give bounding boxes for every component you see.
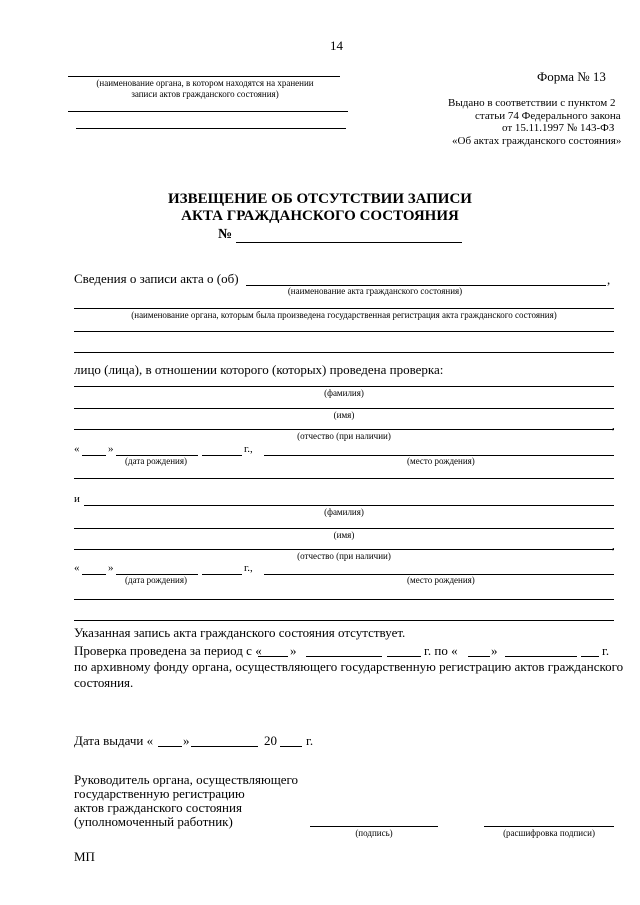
number-sign: № <box>218 227 233 242</box>
person2-date-open: « <box>74 562 80 574</box>
record-info-label: Сведения о записи акта о (об) <box>74 271 239 286</box>
person2-birth-place-caption: (место рождения) <box>407 575 475 585</box>
check-to-day-field[interactable] <box>468 656 490 657</box>
signature-caption: (подпись) <box>355 828 393 838</box>
form-number: Форма № 13 <box>537 69 606 84</box>
person1-year-suffix: г., <box>244 443 253 455</box>
person1-birth-place-line-2[interactable] <box>74 478 614 479</box>
issued-line-1: Выдано в соответствии с пунктом 2 <box>448 97 616 109</box>
check-period-year-g: г. <box>602 643 610 658</box>
notice-number-field[interactable] <box>236 242 462 243</box>
document-title-2: АКТА ГРАЖДАНСКОГО СОСТОЯНИЯ <box>181 208 459 224</box>
person1-date-close: » <box>108 443 114 455</box>
absent-statement: Указанная запись акта гражданского состояния отсутствует. <box>74 625 406 640</box>
check-from-month-field[interactable] <box>306 656 382 657</box>
check-period-line-3: состояния. <box>74 675 134 690</box>
person2-year-field[interactable] <box>202 574 242 575</box>
check-period-close-2: » <box>491 643 498 658</box>
issue-date-g: г. <box>306 733 314 748</box>
person2-name-caption: (имя) <box>333 530 355 540</box>
person2-surname-field[interactable] <box>84 505 614 506</box>
issued-line-3: от 15.11.1997 № 143-ФЗ <box>502 122 615 134</box>
head-line-1: Руководитель органа, осуществляющего <box>74 772 298 787</box>
head-line-3: актов гражданского состояния <box>74 800 242 815</box>
issue-month-field[interactable] <box>191 746 258 747</box>
issue-year-prefix: 20 <box>264 733 277 748</box>
org-storage-line-2[interactable] <box>68 111 348 112</box>
person1-surname-caption: (фамилия) <box>324 388 364 398</box>
person1-name-field[interactable] <box>74 408 614 409</box>
org-storage-caption-2: записи актов гражданского состояния) <box>131 89 279 99</box>
person1-comma: , <box>612 420 615 432</box>
signature-decode-field[interactable] <box>484 826 614 827</box>
head-line-2: государственную регистрацию <box>74 786 245 801</box>
act-name-caption: (наименование акта гражданского состояния) <box>287 286 463 296</box>
check-from-year-field[interactable] <box>387 656 421 657</box>
person2-surname-caption: (фамилия) <box>324 507 364 517</box>
act-name-comma: , <box>607 272 611 287</box>
check-period-to-label: г. по « <box>424 643 458 658</box>
org-storage-line-3[interactable] <box>76 128 346 129</box>
signature-field[interactable] <box>310 826 438 827</box>
signature-decode-caption: (расшифровка подписи) <box>503 828 595 838</box>
person1-birth-place-caption: (место рождения) <box>407 456 475 466</box>
person2-day-field[interactable] <box>82 574 106 575</box>
person1-patronymic-caption: (отчество (при наличии) <box>297 431 391 441</box>
person1-name-caption: (имя) <box>333 410 355 420</box>
person2-comma: , <box>612 540 615 552</box>
issue-date-close: » <box>183 733 190 748</box>
page-number: 14 <box>330 38 343 53</box>
person2-patronymic-caption: (отчество (при наличии) <box>297 551 391 561</box>
document-title-1: ИЗВЕЩЕНИЕ ОБ ОТСУТСТВИИ ЗАПИСИ <box>168 191 472 207</box>
person1-patronymic-field[interactable] <box>74 429 614 430</box>
org-registration-line-3[interactable] <box>74 352 614 353</box>
person2-year-suffix: г., <box>244 562 253 574</box>
check-period-start-label: Проверка проведена за период с « <box>74 643 262 658</box>
issued-line-2: статьи 74 Федерального закона <box>475 110 621 122</box>
issue-day-field[interactable] <box>158 746 182 747</box>
check-to-year-field[interactable] <box>581 656 599 657</box>
person2-date-close: » <box>108 562 114 574</box>
stamp-label: МП <box>74 849 95 864</box>
issued-line-4: «Об актах гражданского состояния» <box>452 135 622 147</box>
org-storage-line[interactable] <box>68 76 340 77</box>
org-registration-line-2[interactable] <box>74 331 614 332</box>
person1-day-field[interactable] <box>82 455 106 456</box>
check-period-close-1: » <box>290 643 297 658</box>
issue-date-label: Дата выдачи « <box>74 733 154 748</box>
person1-year-field[interactable] <box>202 455 242 456</box>
issue-year-field[interactable] <box>280 746 302 747</box>
and-label: и <box>74 493 80 505</box>
persons-label: лицо (лица), в отношении которого (которых) проведена проверка: <box>74 362 444 377</box>
head-line-4: (уполномоченный работник) <box>74 814 233 829</box>
check-to-month-field[interactable] <box>505 656 577 657</box>
check-period-line-2: по архивному фонду органа, осуществляющего государственную регистрацию актов гражданского <box>74 659 624 674</box>
person1-surname-field[interactable] <box>74 386 614 387</box>
person2-patronymic-field[interactable] <box>74 549 614 550</box>
person1-date-open: « <box>74 443 80 455</box>
org-storage-caption-1: (наименование органа, в котором находятся на хранении <box>96 78 314 88</box>
person2-birth-place-line-3[interactable] <box>74 620 614 621</box>
person2-birth-date-caption: (дата рождения) <box>125 575 187 585</box>
person2-name-field[interactable] <box>74 528 614 529</box>
org-registration-field[interactable] <box>74 308 614 309</box>
org-registration-caption: (наименование органа, которым была произведена государственная регистрация акта гражданского состояния) <box>131 310 557 320</box>
check-from-day-field[interactable] <box>258 656 288 657</box>
person1-birth-date-caption: (дата рождения) <box>125 456 187 466</box>
person2-birth-place-line-2[interactable] <box>74 599 614 600</box>
